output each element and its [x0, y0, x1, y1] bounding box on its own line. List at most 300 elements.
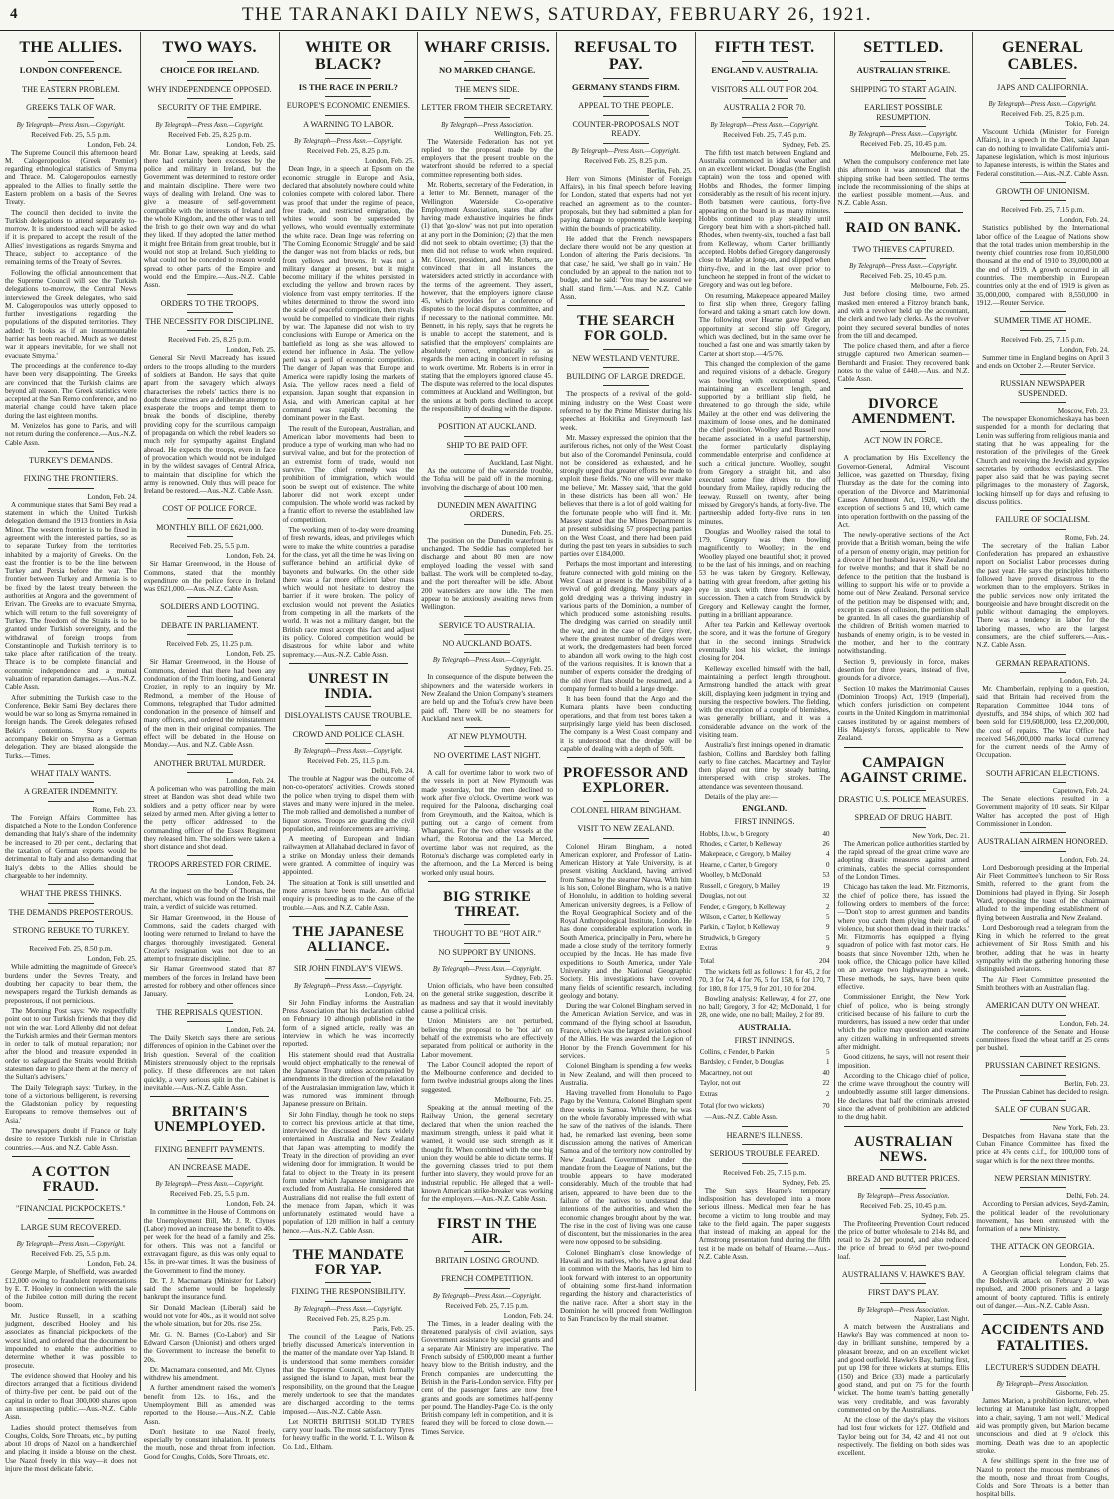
runs-value: 1	[826, 1058, 830, 1067]
divider	[187, 616, 233, 617]
headline: THE JAPANESE ALLIANCE.	[292, 923, 405, 956]
subheading: APPEAL TO THE PEOPLE.	[578, 101, 674, 111]
byline: By Telegraph—Press Assn.—Copyright.	[294, 982, 403, 990]
headline: UNREST IN INDIA.	[307, 670, 389, 703]
subheading: DRASTIC U.S. POLICE MEASURES.	[838, 795, 969, 805]
scorecard-row	[699, 849, 831, 859]
dateline: London, Feb. 24.	[226, 552, 276, 561]
article-paragraph: Chicago has taken the lead. Mr. Fitzmorris, the chief of police there, has issued the following orders to members of the force:—'Don't stop to arrest gunmen and bandits where you catch them plying their trade of violence, but shoot them dead in their tracks.' Mr. Fitzmorris has equipped a flying squadron of police with fast motor cars. He boasts that since November 12th, when he took office, the Chicago police have killed on an average two highwaymen a week. These methods, he says, have been quite effective.	[837, 883, 970, 991]
divider	[1020, 1187, 1066, 1188]
scorecard-row	[699, 1047, 831, 1057]
scorecard-row	[699, 829, 831, 839]
divider	[325, 133, 371, 134]
article-paragraph: Despatches from Havana state that the Cuban Finance Committee has fixed the price at 4⅞ cents c.i.f., for 100,000 tons of sugar which is for the next three months.	[976, 1131, 1109, 1165]
subheading: SOLDIERS AND LOOTING.	[160, 602, 260, 612]
divider	[1020, 96, 1066, 97]
article-paragraph: M. Venizelos has gone to Paris, and will not return during the conference.—Aus.-N.Z. Cable Assn.	[5, 422, 137, 447]
runs-value: 40	[822, 829, 830, 838]
byline: By Telegraph—Press Association.	[857, 1192, 950, 1200]
divider	[187, 1176, 233, 1177]
runs-value: 2	[826, 902, 830, 911]
headline: ACCIDENTS AND FATALITIES.	[980, 1322, 1105, 1354]
article-paragraph: Kelleway excelled himself with the ball, maintaining a perfect length throughout. Armstrong handled the attack with great skill, displaying keen judgment in trying and nursing the respective bowlers. The fielding, with the exception of a couple of blemishes, was generally brilliant, and it was a considerable advance on the work of the visiting team.	[698, 664, 831, 739]
subheading: ENGLAND.	[742, 803, 788, 814]
divider	[325, 706, 371, 707]
headline: CAMPAIGN AGAINST CRIME.	[839, 754, 967, 786]
article-paragraph: On resuming, Makepeace appeared Mailey to first slip when three, Gregory falling forward and taking a smart catch low down. The following over Hearne gave Ryder an opportunity at second slip off Gregory, which was declined, but in the same over he touched a fast one and was smartly taken by Carter at short stop.—4/5/76.	[698, 291, 831, 358]
subheading: FRENCH COMPETITION.	[441, 1274, 534, 1284]
article-paragraph: Union Ministers are not perturbed, believing the proposal to be 'hot air' on behalf of the extremists who are effectively separated from political or authority in the Labor movement.	[421, 1017, 553, 1059]
byline: By Telegraph—Press Assn.—Copyright.	[571, 147, 681, 155]
masthead	[0, 0, 1114, 31]
article-paragraph: It has been found that the Argo and the Kumara plants have been conducting operations, and that from test bores taken a surprisingly large yield has been disclosed. The company is a West Coast company and it is understood that the dredge will be capable of dealing with a depth of 50ft.	[560, 695, 692, 753]
article-paragraph: George Marple, of Sheffield, was awarded £12,000 owing to fraudulent representations by E. T. Hooley in connection with the sale of the Jubilee cotton mill during the recent boom.	[5, 1268, 137, 1310]
subheading: DUNEDIN MEN AWAITING ORDERS.	[437, 501, 537, 520]
subheading: THE DEMANDS PREPOSTEROUS.	[8, 907, 134, 917]
received-time: Received Feb. 25, 5.5 p.m.	[31, 129, 111, 139]
byline: By Telegraph—Press Assn.—Copyright.	[432, 966, 542, 974]
scorecard-row	[699, 839, 831, 849]
subheading: AUSTRALIANS V. HAWKE'S BAY.	[841, 1270, 965, 1279]
article-paragraph: His statement should read that Australia would object emphatically to the renewal of the Japanese Treaty unless accompanied by amendments in the direction of the relaxation of the Australasian immigration law, which it was rumored was imminent through Japanese pressure on Britain.	[282, 1050, 415, 1109]
subheading: ANOTHER BRUTAL MURDER.	[153, 758, 266, 768]
divider	[1020, 782, 1066, 783]
divider	[880, 1302, 926, 1303]
divider	[1020, 832, 1066, 833]
batsman-entry: Douglas, not out	[699, 892, 747, 901]
article-paragraph: He added that the French newspapers declare there would not be any question at London of altering the Paris decisions. 'In that case,' he said, 'we shall go in vain.' He concluded by an appeal to the nation not to budge, and he said: 'You may be assured we shall stand firm.'—Aus. and N.Z. Cable Assn.	[560, 234, 692, 301]
runs-value: 70	[822, 1102, 830, 1111]
batsman-entry: Makepeace, c Gregory, b Mailey	[699, 850, 792, 859]
subheading: DISLOYALISTS CAUSE TROUBLE.	[284, 711, 413, 721]
subheading: WHY INDEPENDENCE OPPOSED.	[147, 84, 272, 94]
batsman-entry: Taylor, not out	[699, 1079, 741, 1088]
batsman-entry: Total	[699, 956, 715, 965]
newspaper-title: THE TARANAKI DAILY NEWS, SATURDAY, FEBRUARY 26, 1921.	[241, 4, 873, 25]
article-paragraph: The Labor Council adopted the report of the Melbourne conference and decided to form twelve industrial groups along the lines suggested.	[421, 1060, 553, 1094]
newspaper-column	[557, 32, 696, 1391]
divider	[880, 1169, 926, 1170]
received-time: Received Feb. 25, 5.5 p.m.	[31, 1249, 111, 1259]
dateline: London, Feb. 24.	[87, 140, 137, 149]
divider	[603, 143, 649, 144]
article-paragraph: The conference of the Senate and House committees fixed the wheat tariff at 25 cents per bushel.	[976, 1027, 1109, 1053]
subheading: AUSTRALIAN AIRMEN HONORED.	[977, 837, 1108, 847]
newspaper-column	[418, 32, 557, 1436]
article-paragraph: Sir Hamar Greenwood, in the House of Commons, stated that the monthly expenditure on the police force in Ireland was £621,000.—Aus.-N.Z. Cable Assn.	[143, 560, 276, 594]
divider	[464, 634, 510, 635]
batsman-entry: Fender, c Gregory, b Kelleway	[699, 902, 786, 911]
byline: By Telegraph—Press Assn.—Copyright.	[432, 657, 542, 665]
article-paragraph: Sir Hamar Greenwood, in the House of Commons, said the cadets charged with looting were returned to Ireland to have the charges thoroughly investigated. General Crozier's resignation was not due to an attempt to frustrate discipline.	[143, 913, 276, 964]
runs-value: 32	[822, 892, 830, 901]
scorecard-row	[699, 943, 831, 953]
article-paragraph: A meeting of European and Indian railwaymen at Allahabad declared in favor of a strike on Monday unless their demands were granted. A committee of inquiry was appointed.	[282, 835, 415, 877]
divider	[48, 884, 94, 885]
batsman-entry: Collins, c Fender, b Parkin	[699, 1048, 775, 1057]
dateline: Wellington, Feb. 25.	[494, 129, 553, 138]
divider	[48, 1236, 94, 1237]
received-time: Received Feb. 25, 8.25 p.m.	[584, 155, 668, 165]
divider	[1020, 78, 1066, 79]
subheading: LETTER FROM THEIR SECRETARY.	[421, 103, 553, 113]
dateline: Melbourne, Feb. 25.	[910, 282, 970, 291]
subheading: A GREATER INDEMNITY.	[23, 787, 118, 797]
subheading: AUSTRALIAN STRIKE.	[856, 64, 951, 75]
subheading: TWO THIEVES CAPTURED.	[852, 244, 955, 254]
article-paragraph: At the inquest on the body of Thomas, the merchant, which was found on the Irish mail train, a verdict of suicide was returned.	[143, 886, 276, 912]
scorecard-row	[699, 870, 831, 880]
divider	[1020, 402, 1066, 403]
batsman-entry: Extras	[699, 944, 718, 953]
received-time: Received Feb. 25, 7.45 p.m.	[723, 129, 807, 139]
divider	[880, 449, 926, 450]
headline: THE SEARCH FOR GOLD.	[577, 313, 675, 345]
article-paragraph: Dr. T. J. Macnamara (Minister for Labor) said the scheme would be hopelessly bankrupt the insurance fund.	[143, 1276, 276, 1302]
divider	[464, 1288, 510, 1289]
dateline: Melbourne, Feb. 25.	[910, 149, 970, 158]
subheading: THOUGHT TO BE "HOT AIR."	[433, 929, 541, 939]
subheading: SPREAD OF DRUG HABIT.	[854, 813, 953, 823]
received-time: Received Feb. 25, 11.25 p.m.	[166, 639, 253, 649]
subheading: ENGLAND V. AUSTRALIA.	[711, 64, 818, 75]
divider	[880, 61, 926, 62]
dateline: Rome, Feb. 24.	[1064, 533, 1109, 542]
divider	[325, 743, 371, 744]
runs-value: 5	[826, 933, 830, 942]
subheading: ORDERS TO THE TROOPS.	[160, 298, 259, 308]
subheading: LECTURER'S SUDDEN DEATH.	[985, 1362, 1100, 1372]
divider	[464, 943, 510, 944]
article-paragraph: Sir Hamar Greenwood stated that 87 members of the forces in Ireland have been arrested for robbery and other offences since January.	[143, 965, 276, 999]
article-paragraph: Ladies should protect themselves from Coughs, Colds, Sore Throats, etc., by putting about 10 drops of Nazol on a handkerchief and placing it inside a blouse on the chest. Use Nazol freely in this way—it does not injure the most delicate fabric.	[5, 1423, 137, 1474]
article-paragraph: A few shillings spent in the free use of Nazol to protect the mucous membranes of the mouth, nose and throat from Coughs, Colds and Sore Throats is a better than hospital bills.	[976, 1457, 1109, 1499]
divider	[187, 1003, 233, 1004]
divider	[742, 80, 788, 81]
subheading: NO SUPPORT BY UNIONS.	[438, 947, 536, 957]
subheading: COLONEL HIRAM BINGHAM.	[570, 805, 682, 815]
article-paragraph: The Morning Post says: 'We respectfully point out to our Turkish friends that they did not win the war. Lord Allenby did not defeat the Turkish armies and their German mentors in order to talk of mutual reparation; nor after the blood and treasure expended in order to safeguard the Straits would British statesmen dare to place them at the mercy of the Sultan's advisers.'	[5, 1006, 137, 1082]
batsman-entry: Hobbs, l.b.w., b Gregory	[699, 829, 769, 838]
subheading: LARGE SUM RECOVERED.	[20, 1222, 122, 1232]
runs-value: 4	[826, 850, 830, 859]
article-paragraph: The situation at Tonk is still unsettled and more arrests have been made. An official enquiry is proceeding as to the cause of the trouble.—Aus. and N.Z. Cable Assn.	[282, 878, 415, 912]
article-paragraph: Following the official announcement that the Supreme Council will see the Turkish delegations to-morrow, the Central News interviewed the Greek delegates, who said M. Calogeropoulos was utterly opposed to further investigations regarding the populations of the disputed territories. They added: 'It looks as if an insurmountable barrier has been reached. Much as we detest war it appears inevitable, for we shall not evacuate Smyrna.'	[5, 268, 137, 360]
subheading: NO AUCKLAND BOATS.	[442, 638, 532, 648]
dateline: London, Feb. 24.	[87, 492, 137, 501]
divider	[325, 96, 371, 97]
article-paragraph: A further amendment raised the women's benefit from 12s. to 16s., and the Unemployment Bill as amended was reported to the House.—Aus.-N.Z. Cable Assn.	[143, 1384, 276, 1426]
article-paragraph: Herr von Simons (Minister of Foreign Affairs), in his final speech before leaving for London, stated that experts had not yet reached an agreement as to the counter-proposals, but they had submitted a plan for paying damage to opponents while keeping within the bounds of practicability.	[560, 174, 692, 233]
dateline: London, Feb. 24.	[1059, 677, 1109, 686]
subheading: GREEKS TALK OF WAR.	[26, 103, 116, 113]
divider	[187, 597, 233, 598]
divider	[603, 115, 649, 116]
byline: By Telegraph—Press Association.	[441, 121, 534, 129]
article-paragraph: Mr. Massey expressed the opinion that the auriferous riches, not only of the West Coast but also of the Coromandel Peninsula, could not be considered as exhausted, and he strongly urged that greater efforts be made to exploit these fields. 'No one will ever make me believe,' Mr. Massey said, 'that the gold in these districts has been all won.' He believes that there is a lot of gold waiting for the fortunate people who will find it. Mr. Massey stated that the Mines Department is at present subsidising 57 prospecting parties on the West Coast, and there had been paid during the past ten years in subsidies to such parties over £184,000.	[560, 433, 692, 559]
article-paragraph: During the war Colonel Bingham served in the American Aviation Service, and was in command of the flying school at Issoudun, France, which was the largest aviation school of the Allies. He was awarded the Legion of Honor by the French Government for his services.	[560, 1002, 692, 1060]
headline: AUSTRALIAN NEWS.	[853, 1133, 953, 1165]
subheading: FIXING THE FRONTIERS.	[23, 474, 118, 484]
subheading: SIR JOHN FINDLAY'S VIEWS.	[293, 964, 403, 974]
divider	[1020, 1256, 1066, 1257]
article-paragraph: The evidence showed that Hooley and his directors arranged that a fictitious dividend of thirty-five per cent. be paid out of the capital in order to float 300,000 shares upon an unsuspecting public.—Aus.-N.Z. Cable Assn.	[5, 1371, 137, 1422]
subheading: GERMAN REPARATIONS.	[995, 658, 1090, 668]
subheading: TROOPS ARRESTED FOR CRIME.	[147, 860, 272, 870]
byline: By Telegraph—Press Assn.—Copyright.	[710, 121, 819, 129]
subheading: AN INCREASE MADE.	[168, 1163, 251, 1173]
received-time: Received Feb. 25, 8.25 p.m.	[168, 129, 252, 139]
divider	[1020, 182, 1066, 183]
byline: By Telegraph—Press Assn.—Copyright.	[294, 138, 403, 146]
subheading: RUSSIAN NEWSPAPER SUSPENDED.	[1000, 379, 1086, 398]
article-paragraph: At the close of the day's play the visitors had lost four wickets for 127. Oldfield and Taylor being out for 34, 42 and 41 not out respectively. The fielding on both sides was excellent.	[837, 1416, 970, 1458]
runs-value: 9	[826, 923, 830, 932]
divider	[464, 436, 510, 437]
divider	[1020, 374, 1066, 375]
dateline: London, Feb. 25.	[226, 650, 276, 659]
batsman-entry: Strudwick, b Gregory	[699, 933, 761, 942]
divider	[603, 367, 649, 368]
article-paragraph: Perhaps the most important and interesting feature connected with gold mining on the West Coast at present is the possibility of a revival of gold dredging. Many years ago gold dredging was a thriving industry in various parts of the Dominion, a number of which produced some astonishing results. The dredging was carried on steadily until the war, and in the case of the Grey river, where the greatest number of dredges were at work, the dredgemasters had been forced to abandon all work owing to the high cost of the various requisites. It is known that a number of experts consider the dredging of the old river flats should be resumed, and a company formed to build a large dredge.	[560, 560, 692, 693]
headline: WHARF CRISIS.	[424, 39, 551, 56]
subheading: COST OF POLICE FORCE.	[162, 504, 257, 514]
article-paragraph: Details of the play are:—	[704, 793, 779, 802]
received-time: Received Feb. 25, 10.45 p.m.	[859, 271, 947, 281]
divider	[880, 1265, 926, 1266]
runs-value: 19	[822, 881, 830, 890]
subheading: SHIP TO BE PAID OFF.	[446, 440, 528, 450]
dateline: Sydney, Feb. 25.	[782, 140, 831, 149]
article-paragraph: After tea Parkin and Kelleway overtook the score, and it was the fortune of Gregory that in the second innings Strudwick eventually lost his wicket, the innings closing for 204.	[698, 621, 831, 663]
headline: FIRST IN THE AIR.	[437, 1215, 538, 1247]
divider	[603, 349, 649, 350]
divider	[603, 385, 649, 386]
subheading: AMERICAN DUTY ON WHEAT.	[985, 1001, 1100, 1011]
article-paragraph: A Georgian official telegram claims that the Bolshevik attack on February 20 was repulsed, and 2000 prisoners and a large amount of booty captured. Tiflis is entirely out of danger.—Aus.-N.Z. Cable Assn.	[976, 1268, 1109, 1311]
article-paragraph: Sir Hamar Greenwood, in the House of Commons, denied that there had been any condonation of the Trim looting, and General Crozier, in reply to an inquiry by Mr. Redmond, a member of the House of Commons, telegraphed that Tudor admitted condonation in the presence of himself and many officers, and ordered the reinstatement of the men in their original companies. The effect will be debated in the House on Monday.—Aus. and N.Z. Cable Assn.	[143, 658, 276, 750]
divider	[567, 305, 686, 306]
dateline: Napier, Last Night.	[914, 1314, 970, 1323]
received-time: Received Feb. 25, 11.5 p.m.	[306, 756, 390, 766]
dateline: London, Feb. 24.	[1059, 216, 1109, 225]
article-paragraph: The Profiteering Prevention Court reduced the price of butter wholesale to 214s 8d, and retail to 2s 2d per pound, and also reduced the price of bread to 6½d per two-pound loaf.	[837, 1219, 970, 1261]
newspaper-column	[2, 32, 141, 1474]
article-paragraph: Section 9, previously in force, makes desertion for three years, instead of five, grounds for a divorce.	[837, 657, 970, 683]
subheading: NO OVERTIME LAST NIGHT.	[433, 750, 541, 760]
divider	[1020, 330, 1066, 331]
divider	[48, 782, 94, 783]
byline: By Telegraph—Press Association.	[857, 1306, 950, 1314]
article-paragraph: Don't hesitate to use Nazol freely, especially by constant inhalation. It protects the mouth, nose and throat from infection. Good for Coughs, Colds, Sore Throats, etc.	[143, 1427, 276, 1461]
subheading: GROWTH OF UNIONISM.	[995, 186, 1090, 196]
article-paragraph: The fifth test match between England and Australia commenced in ideal weather and on an excellent wicket. Douglas (the English captain) won the toss and opened with Hobbs and Rhodes, the former limping considerably as the result of his recent injury. Both batsmen were cautious, forty-five appearing on the board in as many minutes. Hobbs continued to play steadily until Gregory beat him with a short-pitched ball. Rhodes, when twenty-six, touched a fast ball from Kelleway, whom Carter brilliantly accepted. Hobbs defied Gregory dangerously close to Mailey at long-on, and slipped when thirty-five, and in the last over prior to luncheon he stepped in front of the wicket to Gregory and was out leg before.	[698, 148, 831, 290]
byline: By Telegraph—Press Assn.—Copyright.	[849, 263, 958, 271]
divider	[187, 1140, 233, 1141]
subheading: WHAT THE PRESS THINKS.	[20, 889, 122, 899]
received-time: Received Feb. 25, 8.25 p.m.	[306, 1313, 390, 1323]
divider	[1020, 1015, 1066, 1016]
article-paragraph: The Foreign Affairs Committee has dispatched a Note to the London Conference demanding that Italy's share of the indemnity be increased to 20 per cent., declaring that the taxation of German exports would be detrimental to Italy and also demanding that Italy's debts to the Allies should be chargeable to her indemnity.	[5, 813, 137, 880]
newspaper-column	[973, 32, 1112, 1499]
dateline: Sydney, Feb. 25.	[504, 665, 553, 674]
article-paragraph: This changed the complexion of the game and required visions of a debacle. Gregory was bowling with exceptional speed, maintaining an excellent length, and supported by a brilliant slip field, he threatened to go through the side, while Mailey at the other end was delivering the maximum of loose ones, and he dominated the chief position. Woolley and Russell now became associated in a useful partnership, the former particularly displaying commendable enterprise and confidence at such a critical juncture. Woolley, sought from Gregory a straight hit, and also executed some fine drives to the off boundary from Mailey, rapidly reducing the leeway. Russell on twenty, after being missed by Gregory's hands, at forty-five. The partnership added forty-five runs in ten minutes.	[698, 359, 831, 526]
dateline: Paris, Feb. 25.	[372, 1324, 415, 1333]
dateline: Berlin, Feb. 23.	[1064, 1079, 1109, 1088]
received-time: Received Feb. 25, 10.45 p.m.	[859, 138, 947, 148]
divider	[1020, 529, 1066, 530]
scorecard-table	[699, 956, 831, 966]
divider	[1020, 1358, 1066, 1359]
article-paragraph: The Daily Sketch says there are serious differences of opinion in the Cabinet over the Irish question. Several of the coalition Ministers strenuously object to the reprisals policy. If these differences are not taken quickly, a very serious split in the Cabinet is inevitable.—Aus.-N.Z. Cable Assn.	[143, 1034, 276, 1092]
headline: WHITE OR BLACK?	[305, 39, 392, 73]
divider	[603, 801, 649, 802]
byline: By Telegraph—Press Association.	[996, 1381, 1089, 1389]
divider	[325, 1301, 371, 1302]
article-paragraph: The result of the European, Australian, and American labor movements had been to produce a type of working man who had no survival value, and but for the protection of an extremist form of trade, would not survive. The chief remedy was the prohibition of immigration, which would soon be swept out of existence. The white laborer did not work except under compulsion. The whole world was racked by a frantic effort to reverse the established law of competition.	[282, 424, 415, 524]
divider	[464, 80, 510, 81]
subheading: BRITAIN LOSING GROUND.	[435, 1256, 539, 1266]
dateline: London, Feb. 25.	[364, 157, 415, 166]
scorecard-row	[699, 881, 831, 891]
dateline: London, Feb. 24.	[364, 990, 415, 999]
article-paragraph: Mr. Bonar Law, speaking at Leeds, said there had certainly been excesses by the police and military in Ireland, but the Government was determined to restore order and maintain discipline. There were two ways of dealing with Ireland. One was to give a measure of self-government compatible with the interests of Ireland and the whole Kingdom, and the other was to tell the Irish to go their own way and do what they liked. If they adopted the latter method it might free Britain from great trouble, but it would not stop at Ireland. Such yielding to what could not be conceded to reason would spread to other parts of the Empire and would end the Empire.—Aus.-N.Z. Cable Assn.	[143, 148, 276, 290]
divider	[464, 417, 510, 418]
headline: BIG STRIKE THREAT.	[443, 888, 532, 921]
subheading: EARLIEST POSSIBLE RESUMPTION.	[864, 103, 943, 122]
subheading: SALE OF CUBAN SUGAR.	[994, 1105, 1091, 1115]
subheading: FIRST INNINGS.	[734, 817, 795, 827]
article-paragraph: —Aus.-N.Z. Cable Assn.	[704, 1113, 778, 1122]
received-time: Received Feb. 25, 8.25 p.m.	[168, 335, 252, 345]
article-paragraph: A policeman who was patrolling the main street at Bandon was shot dead while two soldiers and a petty officer near by were seized by armed men. After giving a letter to the petty officer addressed to the commanding officer of the Essex Regiment they released him. The soldiers were taken a short distance and shot dead.	[143, 785, 276, 852]
headline: FIFTH TEST.	[714, 39, 815, 56]
article-paragraph: The Senate elections resulted in a Government majority of 10 seats. Sir Kilpar Walter has accepted the post of High Commissioner in London.	[976, 795, 1109, 828]
subheading: FAILURE OF SOCIALISM.	[995, 515, 1090, 525]
divider	[880, 98, 926, 99]
article-paragraph: The Sun says Hearne's temporary indisposition has developed into a more serious illness. Medical men fear he has become a victim to lung trouble and may take to the field again. The paper suggests that instead of making an appeal for the Armstrong presentation fund during the fifth test it be made on behalf of Hearne.—Aus.-N.Z. Cable Assn.	[698, 1186, 831, 1261]
divider	[48, 61, 94, 62]
divider	[464, 524, 510, 525]
dateline: Dunedin, Feb. 25.	[501, 528, 553, 537]
divider	[428, 881, 547, 882]
divider	[880, 790, 926, 791]
article-paragraph: Speaking at the annual meeting of the Railway Union, the general secretary declared that when the union reached the maximum strength, unless it paid what it wanted, it would use such strength as it thought fit. When combined with the one big union they would be able to dictate terms. If the governing classes tried to put them further into slavery, they would prove for an industrial republic. He alleged that a well-known American strike-breaker was working for the employers.—Aus.-N.Z. Cable Assn.	[421, 1104, 553, 1204]
divider	[48, 469, 94, 470]
divider	[187, 312, 233, 313]
divider	[880, 126, 926, 127]
article-paragraph: Australia's first innings opened in dramatic fashion, Collins and Bardsley both falling early to fine catches. Macartney and Taylor then played out time by steady batting, interspersed with crisp strokes. The attendance was seventeen thousand.	[698, 741, 831, 791]
subheading: FIXING BENEFIT PAYMENTS.	[154, 1144, 265, 1154]
divider	[325, 959, 371, 960]
divider	[48, 98, 94, 99]
subheading: SECURITY OF THE EMPIRE.	[157, 103, 262, 113]
divider	[187, 772, 233, 773]
subheading: THE MEN'S SIDE.	[454, 84, 520, 94]
divider	[880, 1283, 926, 1284]
newspaper-column	[696, 32, 835, 1391]
headline: REFUSAL TO PAY.	[574, 39, 678, 73]
dateline: London, Feb. 24.	[226, 1200, 276, 1209]
subheading: FIRST INNINGS.	[734, 1035, 795, 1045]
received-time: Received Feb. 25, 5.5 p.m.	[169, 1189, 250, 1199]
scorecard-row	[699, 912, 831, 922]
divider	[1020, 1100, 1066, 1101]
subheading: AUSTRALIA 2 FOR 70.	[723, 103, 806, 113]
divider	[187, 634, 233, 635]
subheading: GERMANY STANDS FIRM.	[572, 81, 680, 92]
dateline: Rome, Feb. 23.	[92, 805, 137, 814]
divider	[880, 431, 926, 432]
subheading: CHOICE FOR IRELAND.	[160, 64, 260, 75]
article-paragraph: The wickets fell as follows: 1 for 45, 2 for 70, 3 for 74, 4 for 76, 5 for 158, 6 for 170, 7 for 180, 8 for 175, 9 for 201, 10 for 204.	[698, 967, 831, 993]
runs-value: 204	[819, 956, 830, 965]
runs-value: 53	[822, 871, 830, 880]
subheading: PRUSSIAN CABINET RESIGNS.	[985, 1061, 1101, 1071]
divider	[1020, 311, 1066, 312]
divider	[1020, 200, 1066, 201]
article-paragraph: The Prussian Cabinet has decided to resign.	[982, 1087, 1109, 1096]
divider	[187, 117, 233, 118]
divider	[464, 924, 510, 925]
dateline: New York, Dec. 21.	[912, 831, 970, 840]
subheading: LONDON CONFERENCE.	[19, 64, 122, 75]
dateline: London, Feb. 24.	[1059, 345, 1109, 354]
divider	[48, 764, 94, 765]
byline: By Telegraph—Press Assn.—Copyright.	[16, 1241, 126, 1249]
divider	[603, 78, 649, 79]
divider	[880, 1188, 926, 1189]
runs-value: 5	[826, 912, 830, 921]
divider	[187, 874, 233, 875]
article-paragraph: A proclamation by His Excellency the Governor-General, Admiral Viscount Jellicoe, was gazetted on Thursday, fixing Thursday as the date for the coming into operation of the Divorce and Matrimonial Causes Amendment Act, 1920, with the exception of sections 5 and 10, which came into operation forthwith on the passing of the Act.	[837, 454, 970, 529]
divider	[464, 616, 510, 617]
received-time: Received Feb. 25, 5.5 p.m.	[169, 541, 250, 551]
article-paragraph: Colonel Hiram Bingham, a noted American explorer, and Professor of Latin-American History at Yale University, is at present visiting Auckland, having arrived from Samoa by the steamer Navua. With him is his son, Colonel Bingham, who is a native of Honolulu, in addition to holding several American university degrees, is a Fellow of the Royal Geographical Society and of the Royal Anthropological Institute, London. He has done considerable exploration work in South America, principally in Peru, where he made a close study of the territory formerly occupied by the Incas. He has made five expeditions to South America, under Yale University and the National Geographic Society. His investigations have covered many fields of scientific research, including geology and botany.	[560, 842, 692, 1000]
batsman-entry: Hearne, c Carter, b Gregory	[699, 860, 778, 869]
article-paragraph: Let NORTH BRITISH SOLID TYRES carry your loads. The most satisfactory Tyres for heavy traffic in the world. T. L. Wilson & Co. Ltd., Eltham.	[282, 1417, 415, 1451]
divider	[48, 939, 94, 940]
dateline: London, Feb. 25.	[87, 955, 137, 964]
divider	[1020, 996, 1066, 997]
dateline: Capetown, Feb. 24.	[1052, 787, 1109, 796]
article-paragraph: Good citizens, he says, will not resent their imposition.	[837, 1053, 970, 1070]
divider	[844, 212, 963, 213]
divider	[1020, 1119, 1066, 1120]
dateline: London, Feb. 24.	[1059, 855, 1109, 864]
subheading: FIRST DAY'S PLAY.	[867, 1288, 939, 1298]
divider	[187, 754, 233, 755]
divider	[844, 1126, 963, 1127]
dateline: Sydney, Feb. 25.	[921, 1211, 970, 1220]
divider	[844, 747, 963, 748]
dateline: Sydney, Feb. 25.	[782, 1178, 831, 1187]
article-paragraph: After submitting the Turkish case to the Conference, Bekir Sami Bey declares there would be war so long as Smyrna remained in foreign hands. The Greek delegates refused Bekir's contentions. Story experts accompany Bekir on Smyrna as a German delegation. They are biased alongside the Turks.—Times.	[5, 693, 137, 760]
received-time: Received Feb. 25, 7.15 p.m.	[445, 1300, 529, 1310]
headline: GENERAL CABLES.	[1002, 39, 1084, 73]
article-paragraph: According to the Chicago chief of police, the crime wave throughout the country will undoubtedly assume still larger dimensions. He declares that half the criminals arrested since the advent of prohibition are addicted to the drug habit.	[837, 1071, 970, 1122]
subheading: POSITION AT AUCKLAND.	[437, 422, 537, 432]
article-paragraph: Mr. Roberts, secretary of the Federation, in a letter to Mr. Bennett, manager of the Wellington Waterside Co-operative Employment Association, states that after having made exhaustive inquiries he finds (1) that 'go-slow' was not put into operation at any port in the Dominion; (2) that the men did not seek to obtain overtime; (3) that the men did not refuse to work when required. Mr. Glover, president, and Mr. Roberts, are convinced that in all instances the watersiders acted strictly in accordance with the terms of the agreement. They assert, however, that the employers ignore clause 45, which provides for a conference of disputes to the local disputes committee, and if necessary to the national committee. Mr. Bennett, in his reply, says that he regrets he is unable to accept the statement, and is satisfied that the employers' complaints are absolutely correct, emphatically so as regards the men acting in concert in refusing to work overtime. Mr. Roberts is in error in stating that the employers ignored clause 45. The dispute was referred to the local disputes committees at Auckland and Wellington, but the unions at both ports declined to accept the responsibility of dealing with the dispute.	[421, 181, 553, 414]
byline: By Telegraph—Press Assn.—Copyright.	[155, 121, 264, 129]
subheading: HEARNE'S ILLNESS.	[726, 1130, 803, 1140]
article-paragraph: Douglas and Woolley raised the total to 179. Gregory was then bowling magnificently to Woolley; in the end Woolley played one beautiful shot; it proved to be the last of his innings, and on reaching 53 he was taken by Gregory. Kelleway, batting with great freedom, after getting his eye in stuck with three fours in quick succession. Then a catch from Strudwick by Gregory and Kelleway caught the former, putting in a brilliant appearance.	[698, 527, 831, 619]
article-paragraph: The working men of to-day were dreaming of fresh rewards, ideas, and privileges which were to make the white countries a paradise for the class, yet all the time he was living on sufferance behind an artificial dyke of bayonets and bulwarks. On the other side there was a far more efficient labor mass which would not hesitate to destroy the barrier if it were broken. The policy of exclusion would not prevent the Asiatics from competing in all the markets of the world. It was not a military danger, but the British race must accept this fact and adjust its policy. Colored competition would be disastrous for white labor and white supremacy.—Aus.-N.Z. Cable Assn.	[282, 526, 415, 659]
article-paragraph: The prospects of a revival of the gold-mining industry on the West Coast were referred to by the Prime Minister during his speeches at Hokitika and Greymouth last week.	[560, 390, 692, 432]
subheading: EUROPE'S ECONOMIC ENEMIES.	[286, 101, 410, 111]
scorecard-row	[699, 902, 831, 912]
divider	[1020, 510, 1066, 511]
